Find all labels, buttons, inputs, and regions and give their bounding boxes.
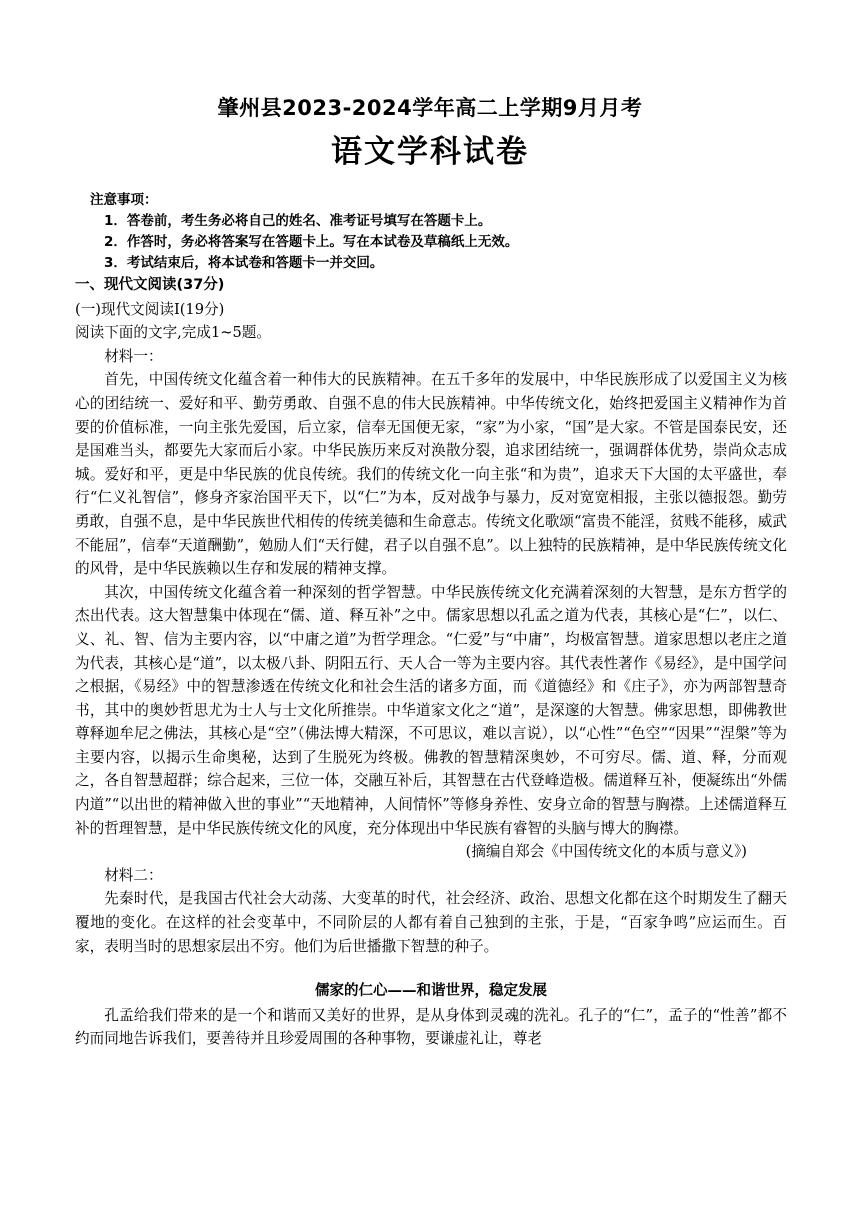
paragraph: 孔孟给我们带来的是一个和谐而又美好的世界，是从身体到灵魂的洗礼。孔子的“仁”，孟子的“性善”都不约而同地告诉我们，要善待并且珍爱周围的各种事物，要谦虚礼让，尊老 [75,1006,787,1048]
subject-title: 语文学科试卷 [331,134,529,170]
sub-section-heading: (一)现代文阅读Ⅰ(19分) [75,300,225,318]
notice-heading: 注意事项： [90,192,158,208]
paragraph: 其次，中国传统文化蕴含着一种深刻的哲学智慧。中华民族传统文化充满着深刻的大智慧，是东方哲学的杰出代表。这大智慧集中体现在“儒、道、释互补”之中。儒家思想以孔孟之道为代表，其核心是“仁”，以仁、义、礼、智、信为主要内容，以“中庸之道”为哲学理念。“仁爱”与“中庸”，均极富智慧。道家思想以老庄之道为代表，其核心是“道”，以太极八卦、阴阳五行、天人合一等为主要内容。其代表性著作《易经》，是中国学问之根据，《易经》中的智慧渗透在传统文化和社会生活的诸多方面，而《道德经》和《庄子》，亦为两部智慧奇书，其中的奥妙哲思尤为士人与士文化所推崇。中华道家文化之“道”，是深邃的大智慧。佛家思想，即佛教世尊释迦牟尼之佛法，其核心是“空”（佛法博大精深，不可思议，难以言说），以“心性”“色空”“因果”“涅槃”等为主要内容，以揭示生命奥秘，达到了生脱死为终极。佛教的智慧精深奥妙，不可穷尽。儒、道、释，分而观之，各自智慧超群；综合起来，三位一体，交融互补后，其智慧在古代登峰造极。儒道释互补，便凝练出“外儒内道”“以出世的精神做入世的事业”“天地精神，人间情怀”等修身养性、安身立命的智慧与胸襟。上述儒道释互补的哲理智慧，是中华民族传统文化的风度，充分体现出中华民族有睿智的头脑与博大的胸襟。 [75,583,787,837]
article-subtitle: 儒家的仁心——和谐世界，稳定发展 [315,983,547,1000]
material-label: 材料二： [104,866,163,884]
notice-item: 2．作答时，务必将答案写在答题卡上。写在本试卷及草稿纸上无效。 [104,234,519,250]
exam-title: 肇州县2023-2024学年高二上学期9月月考 [217,96,643,120]
paragraph: 先秦时代，是我国古代社会大动荡、大变革的时代，社会经济、政治、思想文化都在这个时期发生了翻天覆地的变化。在这样的社会变革中，不同阶层的人都有着自己独到的主张，于是，“百家争鸣”应运而生。百家，表明当时的思想家层出不穷。他们为后世播撒下智慧的种子。 [75,890,787,955]
reading-section [75,274,787,1051]
notice-item: 1．答卷前，考生务必将自己的姓名、准考证号填写在答题卡上。 [104,213,492,229]
instruction-text: 阅读下面的文字,完成1~5题。 [75,324,271,342]
paragraph: 首先，中国传统文化蕴含着一种伟大的民族精神。在五千多年的发展中，中华民族形成了以爱国主义为核心的团结统一、爱好和平、勤劳勇敢、自强不息的伟大民族精神。中华传统文化，始终把爱国主义精神作为首要的价值标准，一向主张先爱国，后立家，信奉无国便无家，“家”为小家，“国”是大家。不管是国泰民安，还是国难当头，都要先大家而后小家。中华民族历来反对涣散分裂，追求团结统一，强调群体优势，崇尚众志成城。爱好和平，更是中华民族的优良传统。我们的传统文化一向主张“和为贵”，追求天下大国的太平盛世，奉行“仁义礼智信”，修身齐家治国平天下，以“仁”为本，反对战争与暴力，反对宽宽相报，主张以德报怨。勤劳勇敢，自强不息，是中华民族世代相传的传统美德和生命意志。传统文化歌颂“富贵不能淫，贫贱不能移，威武不能屈”，信奉“天道酬勤”，勉励人们“天行健，君子以自强不息”。以上独特的民族精神，是中华民族传统文化的风骨，是中华民族赖以生存和发展的精神支撑。 [75,371,787,578]
notice-item: 3．考试结束后，将本试卷和答题卡一并交回。 [104,255,384,271]
section-heading: 一、现代文阅读(37分) [75,277,225,293]
material-label: 材料一： [104,347,163,365]
notice-section [90,190,810,274]
source-citation: (摘编自郑会《中国传统文化的本质与意义》) [465,843,747,861]
